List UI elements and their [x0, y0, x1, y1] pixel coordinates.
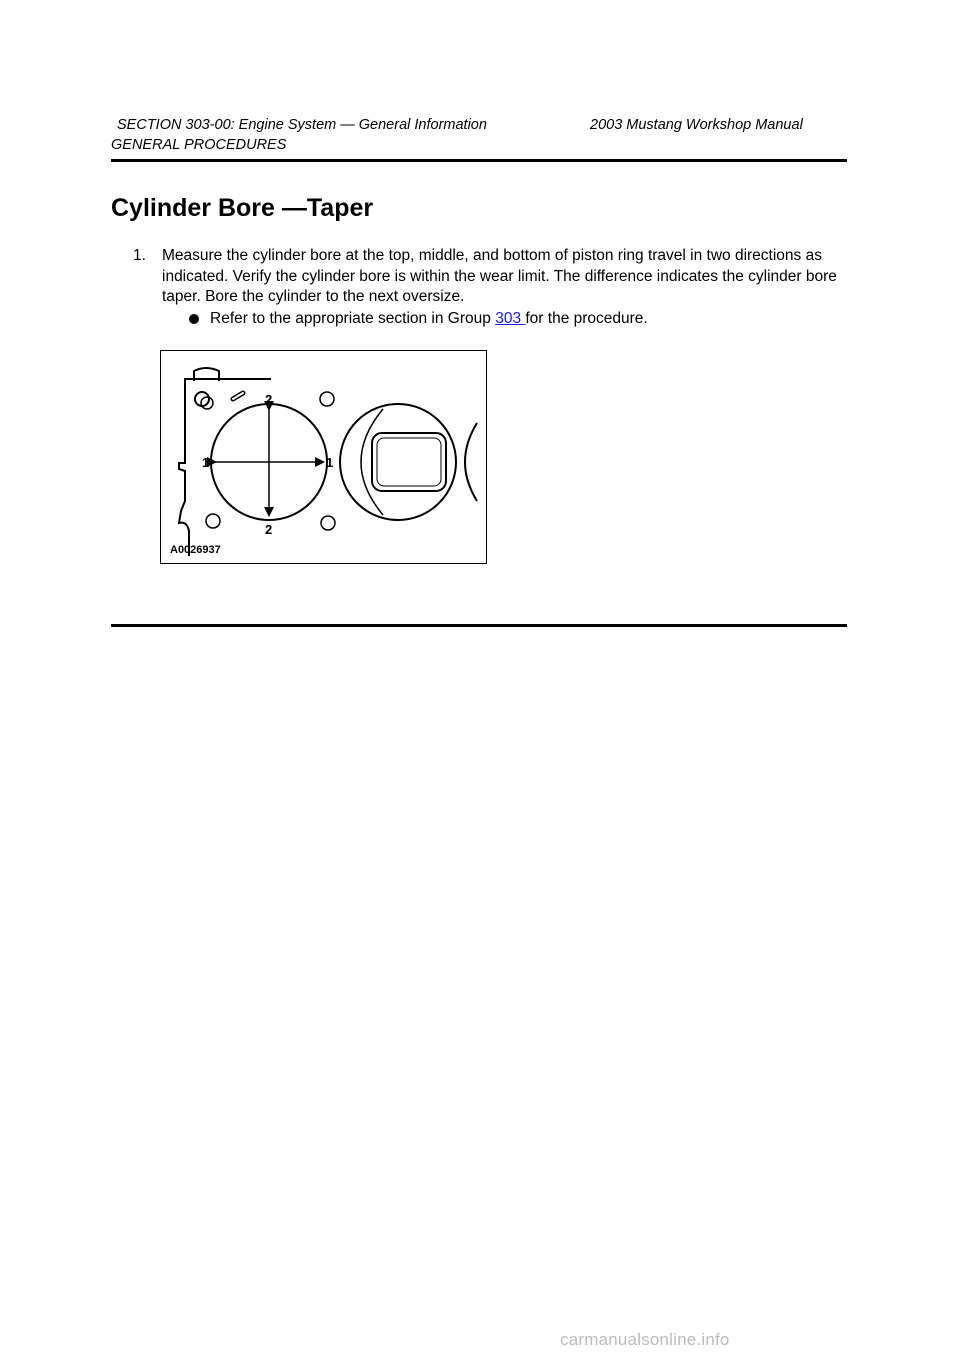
label-1-left: 1	[202, 455, 210, 470]
partial-cylinder-edge	[465, 423, 477, 501]
piston-crown-inner	[377, 438, 441, 486]
cylinder-bore-diagram	[161, 351, 486, 563]
header-manual-title: 2003 Mustang Workshop Manual	[590, 117, 803, 133]
bullet-text	[210, 309, 648, 329]
header-divider	[111, 159, 847, 162]
header-category: GENERAL PROCEDURES	[111, 137, 287, 153]
cylinder-bore-figure	[160, 350, 487, 564]
watermark-footer: carmanualsonline.info	[560, 1330, 730, 1349]
figure-id: A0026937	[170, 544, 221, 556]
header-section-title: SECTION 303-00: Engine System — General Information	[117, 117, 487, 133]
step-text: Measure the cylinder bore at the top, middle, and bottom of piston ring travel in two directions as indicated. Verify the cylinder bore is within the wear limit. The difference indicates the cylinder bore taper. Bore the cylinder to the next oversize.	[162, 247, 837, 305]
label-2-top: 2	[265, 392, 273, 407]
group-303-link[interactable]: 303	[495, 310, 526, 327]
footer-divider	[111, 624, 847, 627]
step-number: 1.	[133, 247, 146, 264]
bolt-hole-top-right	[320, 392, 334, 406]
bullet-text-before: Refer to the appropriate section in Group	[210, 310, 496, 327]
bolt-hole-bottom-right	[321, 516, 335, 530]
label-1-right: 1	[326, 455, 334, 470]
bolt-hole-bottom-left	[206, 514, 220, 528]
bullet-dot-icon	[189, 314, 199, 324]
label-2-bottom: 2	[265, 522, 273, 537]
bullet-text-after: for the procedure.	[525, 310, 648, 327]
page-title: Cylinder Bore —Taper	[111, 194, 374, 222]
adjacent-cylinder-circle	[340, 404, 456, 520]
piston-crown	[372, 433, 446, 491]
